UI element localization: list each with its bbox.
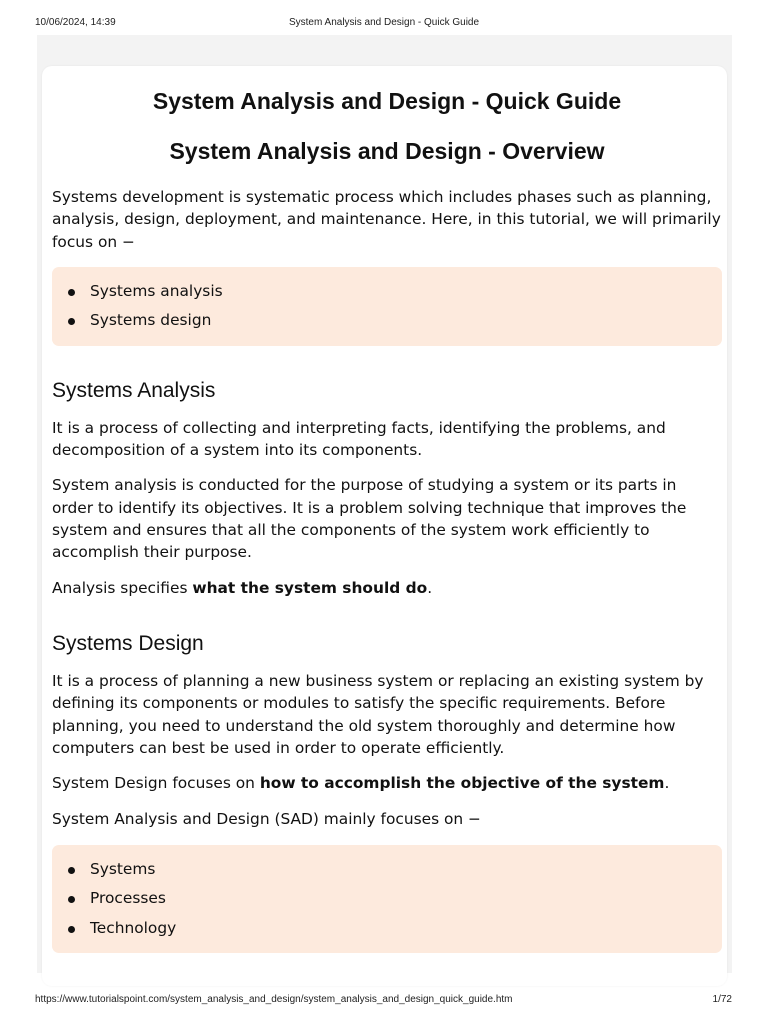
page-number: 1/72	[712, 994, 732, 1005]
sad-list	[52, 845, 722, 954]
analysis-p3-emphasis: what the system should do	[192, 578, 428, 597]
analysis-p3-prefix: Analysis specifies	[52, 578, 193, 597]
analysis-paragraph-1: It is a process of collecting and interpreting facts, identifying the problems, and decomposition of a system into its components.	[52, 418, 666, 460]
design-paragraph-2	[52, 772, 722, 794]
list-item: Processes	[52, 884, 722, 914]
section-heading-design: Systems Design	[52, 631, 204, 655]
intro-paragraph: Systems development is systematic process which includes phases such as planning, analysis, design, deployment, and maintenance. Here, in this tutorial, we will primarily focus on −	[52, 188, 721, 251]
design-p2-prefix: System Design focuses on	[52, 774, 260, 793]
analysis-paragraph-2: System analysis is conducted for the purpose of studying a system or its parts in order to identify its objectives. It is a problem solving technique that improves the system and ensures that all the components of the system work efficiently to accomplish their purpose.	[52, 476, 687, 562]
print-doc-title: System Analysis and Design - Quick Guide	[288, 17, 480, 28]
list-item: Systems design	[52, 306, 722, 336]
design-paragraph-1: It is a process of planning a new business system or replacing an existing system by defining its components or modules to satisfy the specific requirements. Before planning, you need to understand the old system thoroughly and determine how computers can best be used in order to operate efficiently.	[52, 671, 704, 757]
design-p2-suffix: .	[664, 774, 670, 793]
list-item: Systems analysis	[52, 277, 722, 307]
article	[52, 86, 722, 953]
design-p2-emphasis: how to accomplish the objective of the system	[259, 774, 665, 793]
list-item: Systems	[52, 855, 722, 885]
page-subtitle: System Analysis and Design - Overview	[169, 138, 605, 164]
focus-list	[52, 267, 722, 346]
design-paragraph-3: System Analysis and Design (SAD) mainly focuses on −	[52, 810, 481, 829]
print-header	[0, 17, 768, 31]
print-datetime: 10/06/2024, 14:39	[35, 17, 116, 28]
page-title: System Analysis and Design - Quick Guide	[152, 88, 622, 114]
section-heading-analysis: Systems Analysis	[52, 378, 216, 402]
print-footer	[0, 994, 768, 1008]
print-url: https://www.tutorialspoint.com/system_analysis_and_design/system_analysis_and_design_quick_guide.htm	[35, 994, 513, 1005]
list-item: Technology	[52, 914, 722, 944]
analysis-p3-suffix: .	[427, 578, 433, 597]
analysis-paragraph-3	[52, 577, 722, 599]
